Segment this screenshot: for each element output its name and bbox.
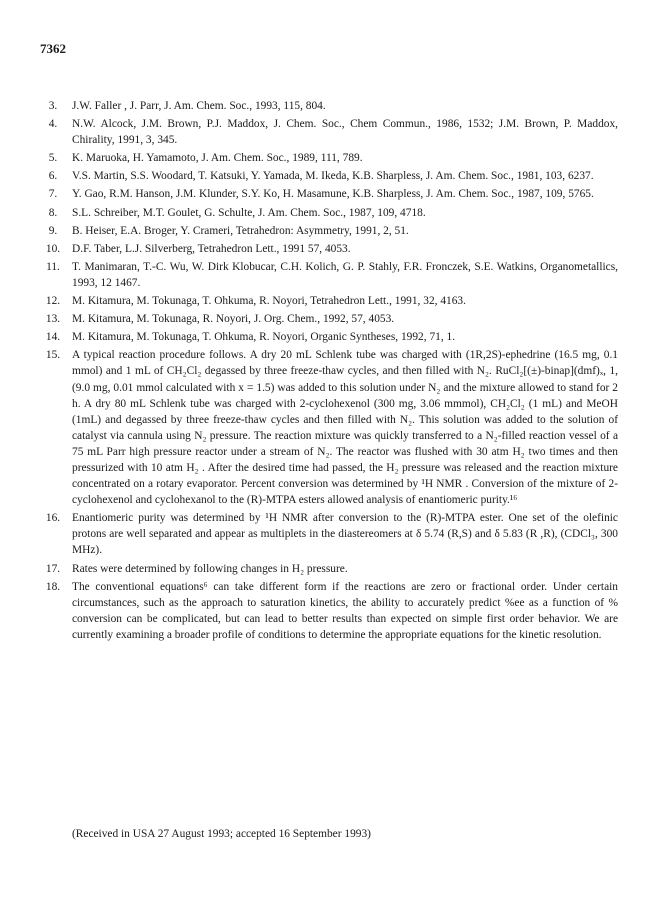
- reference-number: 12.: [45, 295, 61, 308]
- reference-item: [34, 579, 618, 643]
- reference-text: N.W. Alcock, J.M. Brown, P.J. Maddox, J. Chem. Soc., Chem Commun., 1986, 1532; J.M. Brown, P. Maddox, Chirality, 1991, 3, 345.: [72, 118, 618, 147]
- reference-text: Rates were determined by following changes in H₂ pressure.: [72, 562, 348, 575]
- reference-item: [34, 150, 618, 166]
- reference-number: 10.: [45, 242, 61, 255]
- reference-number: 7.: [48, 188, 58, 201]
- reference-text: M. Kitamura, M. Tokunaga, R. Noyori, J. Org. Chem., 1992, 57, 4053.: [72, 313, 395, 326]
- reference-item: [34, 510, 618, 558]
- reference-number: 8.: [48, 206, 58, 219]
- reference-text: S.L. Schreiber, M.T. Goulet, G. Schulte, J. Am. Chem. Soc., 1987, 109, 4718.: [72, 206, 426, 219]
- reference-number: 13.: [45, 313, 61, 326]
- reference-number: 9.: [48, 224, 58, 237]
- reference-text: T. Manimaran, T.-C. Wu, W. Dirk Klobucar, C.H. Kolich, G. P. Stahly, F.R. Fronczek, S.E. Watkins, Organometallics, 1993, 12 1467.: [72, 260, 618, 289]
- reference-item: [34, 98, 618, 114]
- reference-item: [34, 293, 618, 309]
- reference-text: M. Kitamura, M. Tokunaga, T. Ohkuma, R. Noyori, Tetrahedron Lett., 1991, 32, 4163.: [72, 295, 466, 308]
- reference-text: Y. Gao, R.M. Hanson, J.M. Klunder, S.Y. Ko, H. Masamune, K.B. Sharpless, J. Am. Chem. Soc., 1987, 109, 5765.: [72, 188, 594, 201]
- reference-number: 11.: [46, 260, 60, 273]
- reference-item: [34, 311, 618, 327]
- reference-item: [34, 223, 618, 239]
- reference-text: M. Kitamura, M. Tokunaga, T. Ohkuma, R. Noyori, Organic Syntheses, 1992, 71, 1.: [72, 331, 456, 344]
- reference-number: 14.: [45, 331, 61, 344]
- received-date-note: (Received in USA 27 August 1993; accepted 16 September 1993): [72, 828, 371, 840]
- reference-number: 17.: [45, 562, 61, 575]
- reference-number: 5.: [48, 152, 58, 165]
- reference-text: V.S. Martin, S.S. Woodard, T. Katsuki, Y. Yamada, M. Ikeda, K.B. Sharpless, J. Am. Chem. Soc., 1981, 103, 6237.: [72, 170, 594, 183]
- reference-text: B. Heiser, E.A. Broger, Y. Crameri, Tetrahedron: Asymmetry, 1991, 2, 51.: [72, 224, 409, 237]
- reference-item: [34, 186, 618, 202]
- reference-item: [34, 259, 618, 291]
- reference-number: 3.: [48, 100, 58, 112]
- reference-number: 4.: [48, 118, 58, 131]
- reference-item: [34, 205, 618, 221]
- reference-number: 6.: [48, 170, 58, 183]
- reference-number: 16.: [45, 512, 61, 525]
- reference-item: [34, 241, 618, 257]
- reference-text: A typical reaction procedure follows. A dry 20 mL Schlenk tube was charged with (1R,2S)-ephedrine (16.5 mg, 0.1 mmol) and 1 mL of CH₂Cl₂ degassed by three freeze-thaw cycles, and then filled with N₂. RuCl₂[(±)-binap](dmf)ₓ, 1, (9.0 mg, 0.01 mmol calculated with x = 1.5) was added to this solution under N₂ and the mixture allowed to stand for 2 h. A dry 80 mL Schlenk tube was charged with 2-cyclohexenol (300 mg, 3.06 mmmol), CH₂Cl₂ (1 mL) and MeOH (1mL) and degassed by three freeze-thaw cycles and then filled with N₂. This solution was added to the solution of catalyst via cannula using N₂ pressure. The reaction mixture was quickly transferred to a N₂-filled reaction vessel of a 75 mL Parr high pressure reactor under a stream of N₂. The reactor was flushed with 30 atm H₂ two times and then pressurized with 10 atm H₂ . After the desired time had passed, the H₂ pressure was released and the reaction mixture concentrated on a rotary evaporator. Percent conversion was determined by ¹H NMR . Conversion of the mixture of 2-cyclohexenol and cyclohexanol to the (R)-MTPA esters allowed analysis of enantiomeric purity.¹⁶: [72, 349, 618, 507]
- reference-text: The conventional equations⁶ can take different form if the reactions are zero or fractional order. Under certain circumstances, such as the approach to saturation kinetics, the ability to accurately predict %ee as a function of % conversion can be complicated, but can lead to better results than expected on simple first order behavior. We are currently examining a broader profile of conditions to determine the appropriate equations for the kinetic resolution.: [72, 580, 618, 641]
- reference-item: [34, 347, 618, 508]
- reference-text: J.W. Faller , J. Parr, J. Am. Chem. Soc., 1993, 115, 804.: [72, 100, 326, 112]
- reference-text: Enantiomeric purity was determined by ¹H NMR after conversion to the (R)-MTPA ester. One set of the olefinic protons are well separated and appear as multiplets in the diastereomers at δ 5.74 (R,S) and δ 5.83 (R ,R), (CDCl₃, 300 MHz).: [72, 512, 618, 557]
- reference-item: [34, 561, 618, 577]
- reference-item: [34, 329, 618, 345]
- reference-item: [34, 168, 618, 184]
- page-number: 7362: [40, 41, 66, 56]
- reference-text: D.F. Taber, L.J. Silverberg, Tetrahedron Lett., 1991 57, 4053.: [72, 242, 351, 255]
- reference-text: K. Maruoka, H. Yamamoto, J. Am. Chem. Soc., 1989, 111, 789.: [72, 152, 363, 165]
- reference-item: [34, 116, 618, 148]
- reference-list: [34, 98, 618, 645]
- reference-number: 15.: [45, 349, 61, 362]
- reference-number: 18.: [45, 580, 61, 593]
